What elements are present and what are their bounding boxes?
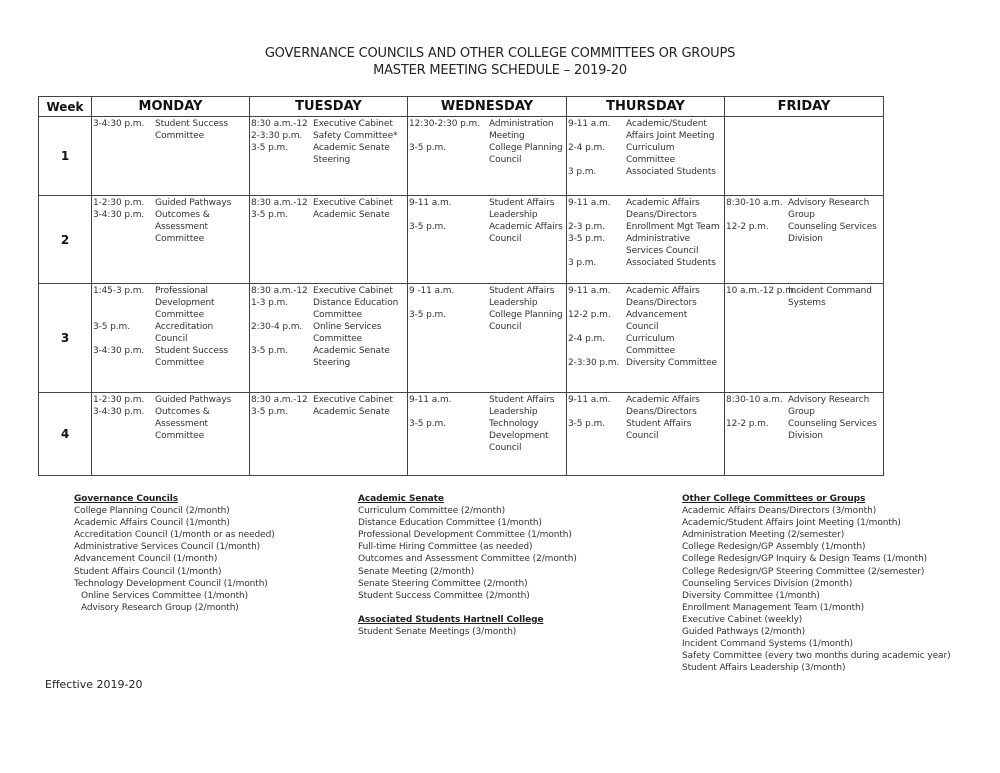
meeting-name: College Planning Council: [489, 143, 563, 165]
meeting-entry: [251, 142, 405, 166]
meeting-time: 3-5 p.m.: [93, 322, 130, 332]
meeting-entry: [409, 309, 564, 333]
meeting-name: Academic Senate: [313, 407, 390, 417]
day-cell: [250, 393, 408, 476]
meeting-time: 9-11 a.m.: [568, 286, 611, 296]
week-number: 2: [39, 196, 92, 284]
legend-item: Advisory Research Group (2/month): [81, 602, 239, 613]
meeting-entry: [568, 394, 722, 418]
meeting-name: Advancement Council: [626, 310, 688, 332]
column-header-wednesday: WEDNESDAY: [408, 97, 567, 117]
meeting-name: Safety Committee*: [313, 131, 398, 141]
meeting-time: 2-3 p.m.: [568, 222, 605, 232]
meeting-time: 3-5 p.m.: [251, 346, 288, 356]
meeting-time: 9-11 a.m.: [568, 119, 611, 129]
meeting-time: 1-2:30 p.m.: [93, 198, 145, 208]
table-row: [39, 284, 884, 393]
document-title: GOVERNANCE COUNCILS AND OTHER COLLEGE COMMITTEES OR GROUPS: [264, 46, 736, 61]
legend-item: Technology Development Council (1/month): [74, 578, 268, 589]
meeting-name: Advisory Research Group: [788, 198, 870, 220]
meeting-time: 9-11 a.m.: [568, 198, 611, 208]
day-cell: [408, 393, 567, 476]
meeting-entry: [93, 406, 247, 442]
day-cell: [92, 117, 250, 196]
meeting-entry: [251, 297, 405, 321]
meeting-time: 3 p.m.: [568, 258, 597, 268]
meeting-name: Counseling Services Division: [788, 222, 877, 244]
meeting-entry: [251, 345, 405, 369]
meeting-name: Guided Pathways: [155, 395, 232, 405]
meeting-entry: [93, 321, 247, 345]
legend-heading: Associated Students Hartnell College: [358, 614, 544, 625]
legend-other-committees: [682, 493, 950, 674]
meeting-time: 10 a.m.-12 p.m. –: [726, 286, 804, 296]
meeting-name: Student Affairs Leadership: [489, 395, 555, 417]
meeting-name: Academic Affairs Deans/Directors: [626, 395, 700, 417]
meeting-name: Administrative Services Council: [626, 234, 699, 256]
legend-item: Student Success Committee (2/month): [358, 590, 530, 601]
day-cell: [567, 393, 725, 476]
meeting-time: 3-5 p.m.: [251, 407, 288, 417]
meeting-name: Diversity Committee: [626, 358, 717, 368]
meeting-entry: [93, 394, 247, 406]
legend-item: Accreditation Council (1/month or as needed): [74, 530, 275, 541]
meeting-entry: [568, 197, 722, 221]
meeting-name: Academic Senate Steering: [313, 346, 390, 368]
meeting-time: 12-2 p.m.: [568, 310, 611, 320]
meeting-name: Technology Development Council: [489, 419, 549, 453]
meeting-time: 8:30 a.m.-12: [251, 286, 308, 296]
meeting-schedule-table: [38, 96, 884, 476]
legend-heading: Governance Councils: [74, 494, 179, 504]
meeting-time: 3-4:30 p.m.: [93, 210, 145, 220]
meeting-entry: [251, 394, 405, 406]
column-header-friday: FRIDAY: [725, 97, 884, 117]
meeting-entry: [726, 285, 881, 309]
legend-item: Diversity Committee (1/month): [682, 590, 820, 601]
week-number: 4: [39, 393, 92, 476]
legend-item: College Redesign/GP Steering Committee (2/semester): [682, 566, 925, 577]
legend-item: Academic Affairs Deans/Directors (3/month): [682, 506, 877, 517]
meeting-name: Advisory Research Group: [788, 395, 870, 417]
table-row: [39, 196, 884, 284]
meeting-time: 12-2 p.m.: [726, 419, 769, 429]
legend-item: Academic/Student Affairs Joint Meeting (1/month): [682, 518, 901, 529]
day-cell: [408, 284, 567, 393]
day-cell: [725, 117, 884, 196]
meeting-time: 3-5 p.m.: [409, 419, 446, 429]
day-cell: [408, 196, 567, 284]
meeting-entry: [251, 130, 405, 142]
meeting-entry: [93, 118, 247, 142]
legend-heading: Academic Senate: [358, 494, 444, 504]
legend-item: Administrative Services Council (1/month): [74, 542, 261, 553]
meeting-time: 8:30 a.m.-12: [251, 395, 308, 405]
meeting-name: Academic Affairs Deans/Directors: [626, 286, 700, 308]
meeting-entry: [568, 142, 722, 166]
meeting-name: Associated Students: [626, 258, 716, 268]
meeting-time: 3-5 p.m.: [251, 210, 288, 220]
meeting-name: Executive Cabinet: [313, 395, 393, 405]
meeting-name: Distance Education Committee: [313, 298, 399, 320]
meeting-entry: [568, 221, 722, 233]
meeting-entry: [568, 333, 722, 357]
legend-item: Professional Development Committee (1/month): [358, 530, 572, 541]
meeting-name: Student Success Committee: [155, 346, 229, 368]
meeting-entry: [251, 209, 405, 221]
meeting-name: Academic Senate Steering: [313, 143, 390, 165]
meeting-time: 3-5 p.m.: [251, 143, 288, 153]
day-cell: [92, 393, 250, 476]
meeting-name: Executive Cabinet: [313, 286, 393, 296]
table-row: [39, 393, 884, 476]
meeting-entry: [568, 118, 722, 142]
legend-item: Executive Cabinet (weekly): [682, 614, 803, 625]
meeting-time: 3-5 p.m.: [568, 234, 605, 244]
meeting-time: 2-4 p.m.: [568, 334, 605, 344]
meeting-name: Executive Cabinet: [313, 119, 393, 129]
day-cell: [725, 284, 884, 393]
meeting-entry: [251, 285, 405, 297]
legend-academic-senate: [358, 493, 577, 638]
meeting-entry: [409, 197, 564, 221]
meeting-time: 9 -11 a.m.: [409, 286, 455, 296]
meeting-entry: [93, 345, 247, 369]
meeting-entry: [251, 406, 405, 418]
meeting-name: Student Affairs Council: [626, 419, 692, 441]
day-cell: [725, 393, 884, 476]
legend-item: Online Services Committee (1/month): [81, 590, 249, 601]
day-cell: [725, 196, 884, 284]
effective-date: Effective 2019-20: [45, 678, 143, 691]
legend-item: College Redesign/GP Inquiry & Design Teams (1/month): [682, 554, 928, 565]
meeting-time: 12:30-2:30 p.m.: [409, 119, 480, 129]
column-header-monday: MONDAY: [92, 97, 250, 117]
meeting-time: 2-3:30 p.m.: [251, 131, 303, 141]
meeting-time: 12-2 p.m.: [726, 222, 769, 232]
meeting-name: Academic Senate: [313, 210, 390, 220]
meeting-entry: [409, 418, 564, 454]
legend-item: Counseling Services Division (2month): [682, 578, 853, 589]
meeting-time: 3-4:30 p.m.: [93, 407, 145, 417]
meeting-time: 8:30-10 a.m.: [726, 395, 783, 405]
legend-item: College Planning Council (2/month): [74, 506, 230, 517]
meeting-name: Academic Affairs Council: [489, 222, 563, 244]
meeting-time: 8:30 a.m.-12: [251, 198, 308, 208]
column-header-week: Week: [39, 97, 92, 117]
meeting-entry: [568, 418, 722, 442]
meeting-entry: [568, 309, 722, 333]
meeting-time: 1-3 p.m.: [251, 298, 288, 308]
meeting-entry: [409, 118, 564, 142]
meeting-time: 3-4:30 p.m.: [93, 119, 145, 129]
meeting-time: 9-11 a.m.: [568, 395, 611, 405]
meeting-name: Professional Development Committee: [155, 286, 215, 320]
legend-item: Curriculum Committee (2/month): [358, 506, 506, 517]
meeting-time: 9-11 a.m.: [409, 198, 452, 208]
meeting-name: Incident Command Systems: [788, 286, 872, 308]
meeting-name: Curriculum Committee: [626, 143, 676, 165]
meeting-name: Administration Meeting: [489, 119, 554, 141]
column-header-thursday: THURSDAY: [567, 97, 725, 117]
meeting-time: 1-2:30 p.m.: [93, 395, 145, 405]
meeting-entry: [409, 221, 564, 245]
legend-item: Student Senate Meetings (3/month): [358, 626, 517, 637]
meeting-time: 2-4 p.m.: [568, 143, 605, 153]
legend-item: Distance Education Committee (1/month): [358, 518, 542, 529]
legend-item: Senate Steering Committee (2/month): [358, 578, 528, 589]
legend-item: Enrollment Management Team (1/month): [682, 602, 864, 613]
meeting-entry: [409, 394, 564, 418]
meeting-name: College Planning Council: [489, 310, 563, 332]
meeting-name: Accreditation Council: [155, 322, 214, 344]
legend-heading: Other College Committees or Groups: [682, 494, 866, 504]
meeting-time: 8:30 a.m.-12: [251, 119, 308, 129]
meeting-time: 2-3:30 p.m.: [568, 358, 620, 368]
meeting-entry: [568, 166, 722, 178]
day-cell: [567, 284, 725, 393]
meeting-name: Outcomes & Assessment Committee: [155, 210, 210, 244]
table-header-row: [39, 97, 884, 117]
meeting-time: 8:30-10 a.m.: [726, 198, 783, 208]
document-subtitle: MASTER MEETING SCHEDULE – 2019-20: [373, 63, 627, 78]
meeting-name: Student Affairs Leadership: [489, 286, 555, 308]
day-cell: [92, 196, 250, 284]
meeting-entry: [93, 209, 247, 245]
meeting-entry: [93, 285, 247, 321]
meeting-time: 3 p.m.: [568, 167, 597, 177]
meeting-name: Student Success Committee: [155, 119, 229, 141]
meeting-time: 3-5 p.m.: [568, 419, 605, 429]
day-cell: [567, 117, 725, 196]
legend-item: Outcomes and Assessment Committee (2/month): [358, 554, 577, 565]
legend-item: Incident Command Systems (1/month): [682, 639, 853, 650]
day-cell: [567, 196, 725, 284]
meeting-time: 3-4:30 p.m.: [93, 346, 145, 356]
legend-item: Guided Pathways (2/month): [682, 627, 806, 638]
meeting-name: Online Services Committee: [313, 322, 382, 344]
meeting-name: Enrollment Mgt Team: [626, 222, 720, 232]
legend-item: Academic Affairs Council (1/month): [74, 518, 230, 529]
meeting-entry: [409, 142, 564, 166]
meeting-name: Academic Affairs Deans/Directors: [626, 198, 700, 220]
week-number: 1: [39, 117, 92, 196]
meeting-time: 9-11 a.m.: [409, 395, 452, 405]
meeting-entry: [568, 257, 722, 269]
meeting-entry: [251, 118, 405, 130]
meeting-entry: [251, 321, 405, 345]
meeting-entry: [93, 197, 247, 209]
legend-item: Student Affairs Council (1/month): [74, 566, 222, 577]
meeting-entry: [568, 285, 722, 309]
legend-item: College Redesign/GP Assembly (1/month): [682, 542, 866, 553]
legend-governance-councils: [74, 493, 275, 614]
meeting-name: Counseling Services Division: [788, 419, 877, 441]
meeting-time: 3-5 p.m.: [409, 310, 446, 320]
legend-item: Full-time Hiring Committee (as needed): [358, 542, 533, 553]
meeting-entry: [568, 357, 722, 369]
day-cell: [250, 196, 408, 284]
legend-item: Advancement Council (1/month): [74, 554, 218, 565]
day-cell: [92, 284, 250, 393]
legend-item: Administration Meeting (2/semester): [682, 530, 845, 541]
meeting-entry: [726, 221, 881, 245]
table-row: [39, 117, 884, 196]
meeting-entry: [726, 418, 881, 442]
week-number: 3: [39, 284, 92, 393]
meeting-entry: [251, 197, 405, 209]
meeting-name: Guided Pathways: [155, 198, 232, 208]
meeting-name: Associated Students: [626, 167, 716, 177]
day-cell: [250, 117, 408, 196]
meeting-time: 3-5 p.m.: [409, 222, 446, 232]
meeting-entry: [568, 233, 722, 257]
meeting-entry: [409, 285, 564, 309]
meeting-time: 2:30-4 p.m.: [251, 322, 303, 332]
meeting-entry: [726, 394, 881, 418]
meeting-name: Student Affairs Leadership: [489, 198, 555, 220]
meeting-name: Academic/Student Affairs Joint Meeting: [626, 119, 715, 141]
meeting-time: 1:45-3 p.m.: [93, 286, 145, 296]
legend-item: Student Affairs Leadership (3/month): [682, 663, 846, 674]
day-cell: [250, 284, 408, 393]
legend-item: Safety Committee (every two months during academic year): [682, 651, 951, 662]
meeting-name: Curriculum Committee: [626, 334, 676, 356]
meeting-time: 3-5 p.m.: [409, 143, 446, 153]
meeting-entry: [726, 197, 881, 221]
meeting-name: Executive Cabinet: [313, 198, 393, 208]
meeting-name: Outcomes & Assessment Committee: [155, 407, 210, 441]
legend-item: Senate Meeting (2/month): [358, 566, 475, 577]
day-cell: [408, 117, 567, 196]
column-header-tuesday: TUESDAY: [250, 97, 408, 117]
